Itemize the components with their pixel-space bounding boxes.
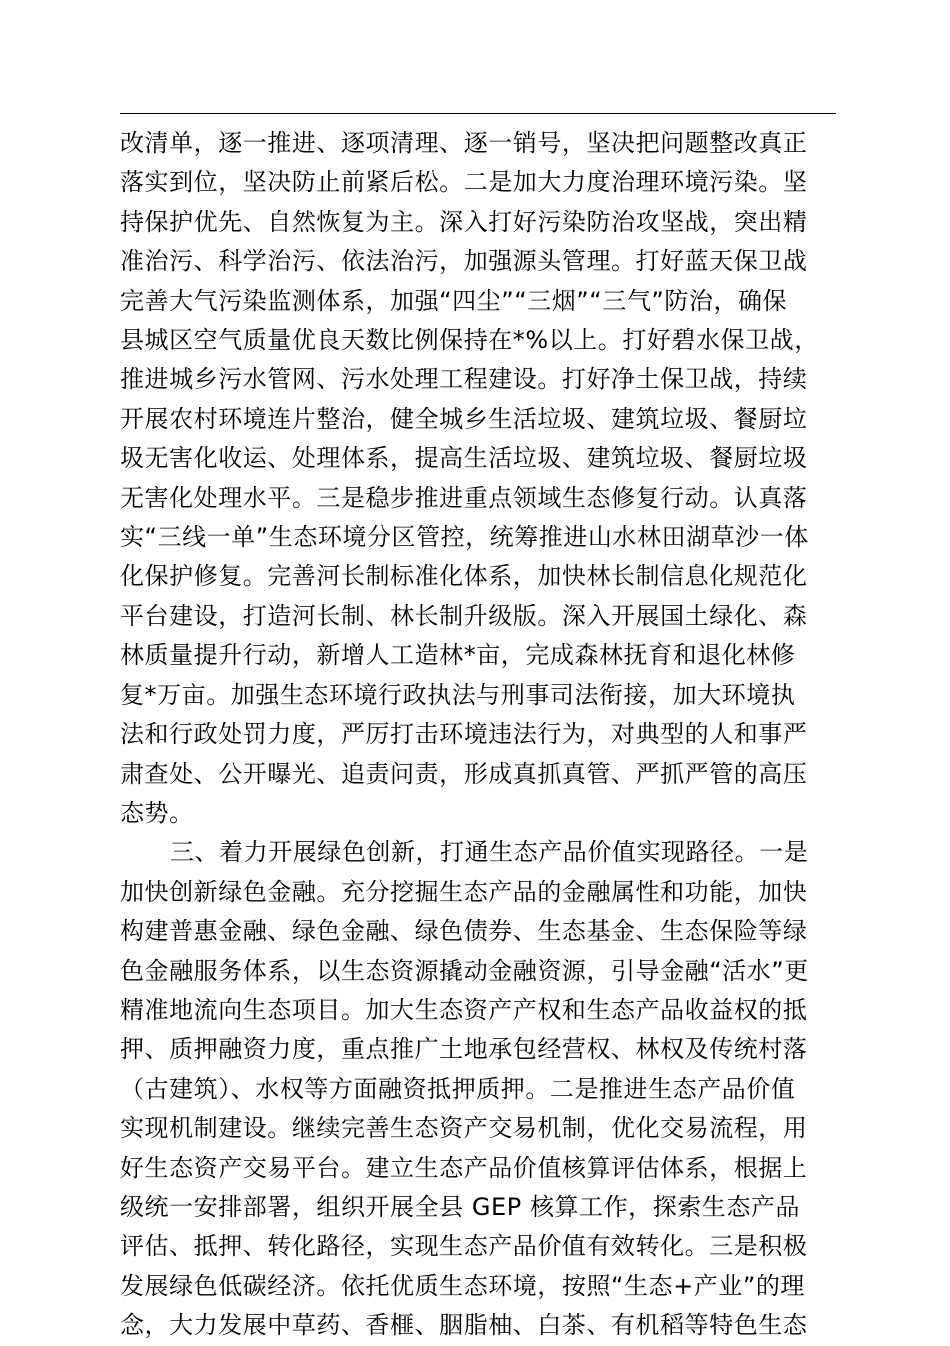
text-line: 评估、抵押、转化路径，实现生态产品价值有效转化。三是积极 [120, 1232, 808, 1261]
text-line: 肃查处、公开曝光、追责问责，形成真抓真管、严抓严管的高压 [120, 759, 808, 788]
text-line: 态势。 [120, 798, 194, 827]
text-line: 级统一安排部署，组织开展全县 GEP 核算工作，探索生态产品 [120, 1192, 800, 1221]
text-line: 念，大力发展中草药、香榧、胭脂柚、白茶、有机稻等特色生态 [120, 1311, 808, 1340]
text-line: 复*万亩。加强生态环境行政执法与刑事司法衔接，加大环境执 [120, 680, 796, 709]
text-line: 圾无害化收运、处理体系，提高生活垃圾、建筑垃圾、餐厨垃圾 [120, 444, 808, 473]
text-line: 化保护修复。完善河长制标准化体系，加快林长制信息化规范化 [120, 562, 808, 591]
text-line: 县城区空气质量优良天数比例保持在*%以上。打好碧水保卫战， [120, 326, 819, 355]
text-line: 好生态资产交易平台。建立生态产品价值核算评估体系，根据上 [120, 1153, 808, 1182]
paragraph-green-innovation [120, 833, 840, 1345]
text-line: 推进城乡污水管网、污水处理工程建设。打好净土保卫战，持续 [120, 365, 808, 394]
text-line: 落实到位，坚决防止前紧后松。二是加大力度治理环境污染。坚 [120, 168, 808, 197]
paragraph-environmental-governance [120, 124, 840, 833]
header-rule [120, 113, 836, 114]
text-line: 开展农村环境连片整治，健全城乡生活垃圾、建筑垃圾、餐厨垃 [120, 404, 808, 433]
text-line: 构建普惠金融、绿色金融、绿色债券、生态基金、生态保险等绿 [120, 917, 808, 946]
text-line: （古建筑）、水权等方面融资抵押质押。二是推进生态产品价值 [120, 1074, 796, 1103]
text-line: 加快创新绿色金融。充分挖掘生态产品的金融属性和功能，加快 [120, 877, 808, 906]
text-line: 完善大气污染监测体系，加强“四尘”“三烟”“三气”防治，确保 [120, 286, 788, 315]
text-line: 无害化处理水平。三是稳步推进重点领域生态修复行动。认真落 [120, 483, 808, 512]
text-line: 法和行政处罚力度，严厉打击环境违法行为，对典型的人和事严 [120, 720, 808, 749]
document-body [120, 124, 840, 1346]
text-line: 实现机制建设。继续完善生态资产交易机制，优化交易流程，用 [120, 1114, 808, 1143]
text-line: 押、质押融资力度，重点推广土地承包经营权、林权及传统村落 [120, 1035, 808, 1064]
text-line: 持保护优先、自然恢复为主。深入打好污染防治攻坚战，突出精 [120, 207, 808, 236]
text-line: 平台建设，打造河长制、林长制升级版。深入开展国土绿化、森 [120, 601, 808, 630]
text-line: 色金融服务体系，以生态资源撬动金融资源，引导金融“活水”更 [120, 956, 809, 985]
text-line: 实“三线一单”生态环境分区管控，统筹推进山水林田湖草沙一体 [120, 523, 809, 552]
text-line: 准治污、科学治污、依法治污，加强源头管理。打好蓝天保卫战 [120, 247, 808, 276]
text-line: 精准地流向生态项目。加大生态资产产权和生态产品收益权的抵 [120, 995, 808, 1024]
section-heading-line: 三、着力开展绿色创新，打通生态产品价值实现路径。一是 [170, 838, 809, 867]
text-line: 发展绿色低碳经济。依托优质生态环境，按照“生态+产业”的理 [120, 1271, 805, 1300]
text-line: 林质量提升行动，新增人工造林*亩，完成森林抚育和退化林修 [120, 641, 796, 670]
text-line: 改清单，逐一推进、逐项清理、逐一销号，坚决把问题整改真正 [120, 129, 808, 157]
